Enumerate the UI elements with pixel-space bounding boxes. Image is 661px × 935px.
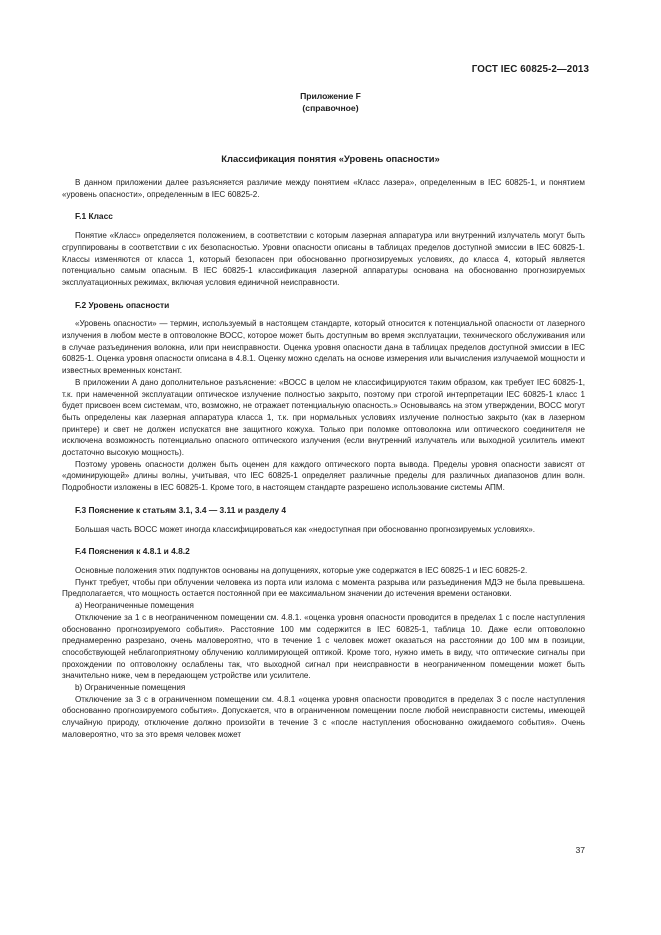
- annex-heading: [0, 91, 661, 115]
- f2-paragraph-2: В приложении А дано дополнительное разъяснение: «ВОСС в целом не классифицируются таким образом, как требует IEC 60825-1, т.к. при намеченной эксплуатации оптическое излучение полностью закрыто, поэтому при строгой интерпретации IEC 60825-1 класс 1 будет присвоен всем системам, что, возможно, не отражает потенциальную опасность.» Основываясь на этом утверждении, ВОСС могут быть определены как лазерная аппаратура класса 1, т.к. при нормальных условиях излучение полностью закрыто (как в лазерном принтере) и свет не должен испускатся вне защитного кожуха. Только при поломке оптоволокна или оптического соединителя не исключена возможность потенциально опасного оптического излучения (если внутренний излучатель или выходной усилитель имеют достаточно высокую мощность).: [62, 377, 585, 458]
- section-heading-f3: F.3 Пояснение к статьям 3.1, 3.4 — 3.11 и разделу 4: [75, 504, 287, 515]
- f4-item-b: b) Ограниченные помещения: [75, 683, 186, 693]
- document-body: [62, 177, 585, 741]
- f4-paragraph-2: Пункт требует, чтобы при облучении человека из порта или излома с момента разрыва или разъединения МДЭ не была превышена. Предполагается, что мощность остается постоянной при ее максимальном значении до истечения времени остановки.: [62, 577, 585, 599]
- section-heading-f1: F.1 Класс: [75, 211, 113, 222]
- annex-type: (справочное): [302, 102, 359, 113]
- standard-designation: ГОСТ IEC 60825-2—2013: [471, 64, 589, 75]
- f4-paragraph-4: Отключение за 3 с в ограниченном помещении см. 4.8.1 «оценка уровня опасности проводится в пределах 3 с после наступления обоснованно прогнозируемого события». Допускается, что в ограниченном помещении после любой неисправности системы, имеющей случайную природу, отключение должно произойти в течение 3 с «после наступления обоснованно ожидаемого события». Очень маловероятно, что за это время человек может: [62, 694, 585, 739]
- annex-title: Приложение F: [300, 91, 361, 101]
- section-heading-f2: F.2 Уровень опасности: [75, 299, 170, 310]
- intro-paragraph: В данном приложении далее разъясняется различие между понятием «Класс лазера», определенным в IEC 60825-1, и понятием «уровень опасности», определенным в IEC 60825-2.: [62, 178, 585, 199]
- f4-paragraph-1: Основные положения этих подпунктов основаны на допущениях, которые уже содержатся в IEC 60825-1 и IEC 60825-2.: [75, 565, 528, 575]
- f2-paragraph-1: «Уровень опасности» — термин, используемый в настоящем стандарте, который относится к потенциальной опасности от лазерного излучения в любом месте в оптоволокне ВОСС, которое может быть доступным во время эксплуатации, технического обслуживания или в случае разъединения волокна, или при неисправности. Оценка уровня опасности дана в таблицах пределов доступной эмиссии в IEC 60825-1. Оценка уровня опасности описана в 4.8.1. Оценку можно сделать на основе измерения или вычисления излучаемой мощности и известных временных констант.: [62, 319, 585, 376]
- f4-paragraph-3: Отключение за 1 с в неограниченном помещении см. 4.8.1. «оценка уровня опасности проводится в пределах 1 с после наступления обоснованно прогнозируемого события». Расстояние 100 мм содержится в IEC 60825-1, таблица 10. Даже если оптоволокно преднамеренно разрезано, очень маловероятно, что в течение 1 с человек может оказаться на расстоянии до 100 мм в позиции, способствующей неблагоприятному облучению коллимирующей оптикой. Кроме того, нужно иметь в виду, что оптические сигналы при прохождении по оптоволокну ослаблены так, что выходной сигнал при неисправности в неограниченном помещении может быть значительно ниже, чем в передающем устройстве или усилителе.: [62, 612, 585, 681]
- section-heading-f4: F.4 Пояснения к 4.8.1 и 4.8.2: [75, 546, 190, 557]
- f2-paragraph-3: Поэтому уровень опасности должен быть оценен для каждого оптического порта вывода. Пределы уровня опасности зависят от «доминирующей» длины волны, учитывая, что IEC 60825-1 определяет различные пределы для различных диапазонов длин волн. Подробности изложены в IEC 60825-1. Кроме того, в настоящем стандарте разрешено использование системы АПМ.: [62, 459, 585, 493]
- f4-item-a: а) Неограниченные помещения: [75, 601, 194, 611]
- page-number: 37: [575, 845, 585, 855]
- f3-paragraph: Большая часть ВОСС может иногда классифицироваться как «недоступная при обоснованно прогнозируемых условиях».: [75, 524, 536, 534]
- annex-main-title: Классификация понятия «Уровень опасности»: [221, 153, 440, 164]
- f1-paragraph: Понятие «Класс» определяется положением, в соответствии с которым лазерная аппаратура или внутренний излучатель могут быть сгруппированы в соответствии с их безопасностью. Уровни опасности описаны в таблицах пределов доступной эмиссии в IEC 60825-1. Классы изменяются от класса 1, который безопасен при обоснованно прогнозируемых условиях, до класса 4, который является потенциально самым опасным. В IEC 60825-1 классификация лазерной аппаратуры основана на обоснованно прогнозируемых эксплуатационных режимах, включая условия единичной неисправности.: [62, 231, 585, 287]
